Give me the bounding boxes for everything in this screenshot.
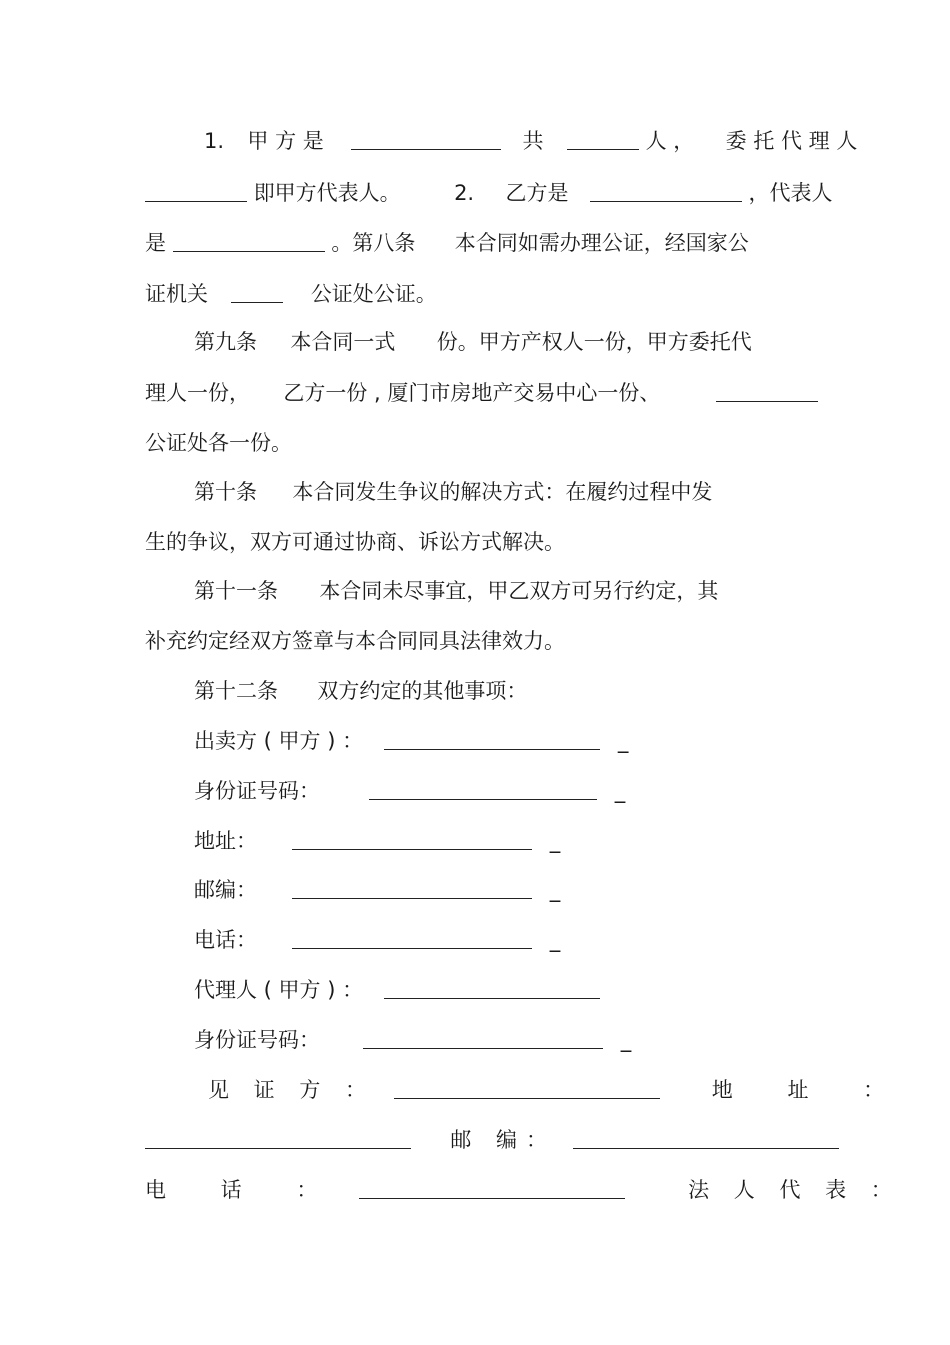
witness-address-blank[interactable] (145, 1126, 411, 1149)
agent-id-blank[interactable] (363, 1026, 603, 1049)
witness-postcode-blank[interactable] (573, 1126, 839, 1149)
article-12-heading: 第十二条 (194, 679, 278, 703)
article-10-text: 本合同发生争议的解决方式：在履约过程中发 (292, 480, 713, 504)
clause-line-11 (145, 624, 565, 658)
witness-address-label: 地 址 ： (711, 1078, 909, 1102)
item-number-2: 2. (454, 181, 475, 205)
clause-line-4 (145, 277, 437, 311)
witness-label: 见 证 方 ： (208, 1078, 376, 1102)
supplement-text: 补充约定经双方签章与本合同同具法律效力。 (145, 629, 565, 653)
party-b-rep-label: ，代表人 (748, 181, 833, 205)
agent-id-trailing: _ (620, 1028, 632, 1052)
party-b-label: 乙方是 (505, 181, 569, 205)
article-9-text: 份。甲方产权人一份，甲方委托代 (436, 330, 752, 354)
seller-id-row (194, 774, 625, 808)
representative-blank[interactable] (145, 179, 247, 202)
seller-blank[interactable] (384, 727, 600, 750)
party-b-rep-blank[interactable] (173, 229, 325, 252)
seller-trailing: _ (617, 729, 629, 753)
witness-postcode-label: 邮 编： (450, 1128, 557, 1152)
item-number-1: 1. (204, 129, 225, 153)
is-label: 是 (145, 231, 166, 255)
notary-text: 公证处公证。 (310, 282, 437, 306)
witness-phone-label: 电 话 ： (145, 1178, 342, 1202)
agent-id-label: 身份证号码： (194, 1028, 320, 1052)
total-label: 共 (522, 129, 544, 153)
agent-copy-text: 理人一份， (145, 381, 250, 405)
witness-phone-row (145, 1173, 901, 1207)
postcode-label: 邮编： (194, 878, 257, 902)
party-a-label: 甲 方 是 (247, 129, 324, 153)
postcode-row (194, 873, 560, 907)
count-blank[interactable] (567, 127, 639, 150)
agent-id-row (194, 1023, 631, 1057)
phone-trailing: _ (549, 928, 561, 952)
article-8-text: 本合同如需办理公证，经国家公 (454, 231, 749, 255)
article-10-heading: 第十条 (194, 480, 257, 504)
dispute-text: 生的争议，双方可通过协商、诉讼方式解决。 (145, 530, 565, 554)
agent-blank[interactable] (384, 976, 600, 999)
address-label: 地址： (194, 829, 257, 853)
clause-line-9 (145, 525, 565, 559)
notary-copy-text: 公证处各一份。 (145, 431, 292, 455)
postcode-trailing: _ (549, 878, 561, 902)
clause-line-5 (194, 325, 752, 359)
agent-row (194, 973, 600, 1007)
notary-blank[interactable] (231, 280, 283, 303)
seller-id-blank[interactable] (369, 777, 597, 800)
clause-line-1 (204, 124, 857, 158)
notary-office-blank[interactable] (716, 379, 818, 402)
clause-line-7 (145, 426, 292, 460)
seller-id-label: 身份证号码： (194, 779, 320, 803)
phone-label: 电话： (194, 928, 257, 952)
seller-row (194, 724, 628, 758)
phone-row (194, 923, 560, 957)
address-row (194, 824, 560, 858)
party-b-blank[interactable] (590, 179, 742, 202)
legal-rep-label: 法 人 代 表 ： (688, 1178, 901, 1202)
clause-line-6 (145, 376, 818, 410)
clause-line-8 (194, 475, 712, 509)
clause-line-10 (194, 574, 718, 608)
witness-phone-blank[interactable] (359, 1176, 625, 1199)
witness-postcode-row (145, 1123, 839, 1157)
clause-line-2 (145, 176, 833, 210)
postcode-blank[interactable] (292, 876, 532, 899)
article-9-heading: 第九条 (194, 330, 257, 354)
seller-label: 出卖方 ( 甲方 ) ： (194, 729, 364, 753)
article-11-text: 本合同未尽事宜，甲乙双方可另行约定，其 (319, 579, 719, 603)
copies-label: 本合同一式 (290, 330, 396, 354)
address-blank[interactable] (292, 827, 532, 850)
address-trailing: _ (549, 829, 561, 853)
article-12-text: 双方约定的其他事项： (317, 679, 528, 703)
article-8-heading: 。第八条 (331, 231, 416, 255)
notary-authority-label: 证机关 (145, 282, 208, 306)
witness-blank[interactable] (394, 1076, 660, 1099)
representative-label: 即甲方代表人。 (253, 181, 401, 205)
phone-blank[interactable] (292, 926, 532, 949)
party-b-copy-text: 乙方一份 , 厦门市房地产交易中心一份、 (283, 381, 661, 405)
person-label: 人 ， (645, 129, 695, 153)
witness-row (208, 1073, 908, 1107)
clause-line-12 (194, 674, 527, 708)
clause-line-3 (145, 226, 749, 260)
agent-field-label: 代理人 ( 甲方 ) ： (194, 978, 364, 1002)
agent-label: 委 托 代 理 人 (725, 129, 858, 153)
party-a-blank[interactable] (351, 127, 501, 150)
article-11-heading: 第十一条 (194, 579, 278, 603)
seller-id-trailing: _ (614, 779, 626, 803)
